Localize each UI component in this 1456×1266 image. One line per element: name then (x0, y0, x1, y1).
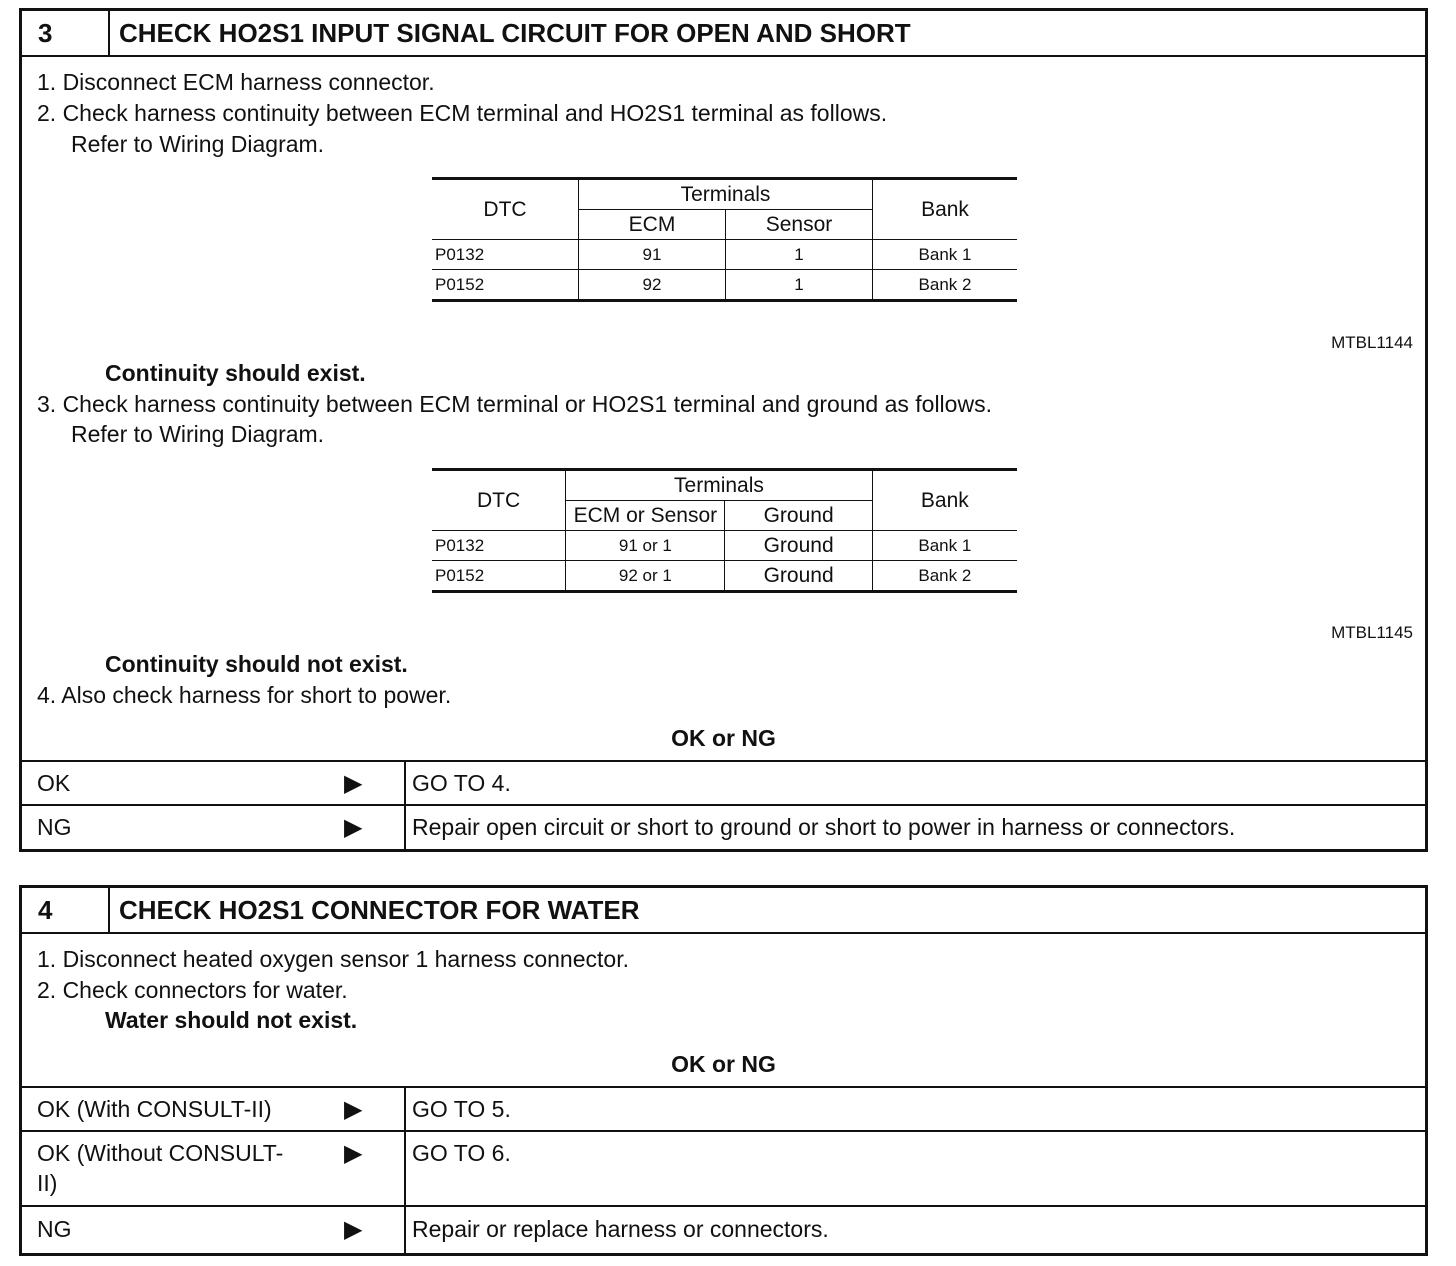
instruction-1: 1. Disconnect ECM harness connector. (37, 69, 435, 95)
terminals-table-2 (432, 468, 1017, 593)
instruction-3-reference: Refer to Wiring Diagram. (71, 421, 325, 447)
step-4-panel (19, 885, 1428, 1256)
spec-continuity-exist: Continuity should exist. (105, 360, 366, 386)
table-row (432, 561, 1017, 592)
column-divider (404, 1088, 406, 1130)
result-row-ng (22, 804, 1425, 851)
result-row-ok-with-consult (22, 1086, 1425, 1130)
terminals-table-1 (432, 177, 1017, 302)
instruction-1: 1. Disconnect heated oxygen sensor 1 harness connector. (37, 946, 629, 972)
result-label: NG (37, 814, 72, 840)
ok-or-ng-heading: OK or NG (671, 1051, 776, 1077)
table-reference-code: MTBL1145 (1331, 623, 1413, 642)
sensor-cell: 1 (726, 270, 873, 301)
column-divider (404, 1207, 406, 1255)
result-label-line-1: OK (Without CONSULT- (37, 1140, 284, 1166)
step-number: 4 (22, 888, 110, 932)
result-action: Repair open circuit or short to ground or short to power in harness or connectors. (412, 814, 1236, 840)
arrow-right-icon: ▶ (344, 770, 363, 797)
col-header-ground: Ground (725, 501, 872, 531)
table-reference-code: MTBL1144 (1331, 333, 1413, 352)
arrow-right-icon: ▶ (344, 814, 363, 841)
arrow-right-icon: ▶ (344, 1096, 363, 1123)
result-row-ok-without-consult (22, 1130, 1425, 1205)
result-label: NG (37, 1216, 72, 1242)
dtc-cell: P0132 (432, 531, 566, 561)
ecm-sensor-cell: 92 or 1 (566, 561, 725, 592)
spec-water-not-exist: Water should not exist. (105, 1007, 358, 1033)
result-action: GO TO 5. (412, 1096, 511, 1122)
step-3-panel (19, 8, 1428, 852)
result-label: OK (With CONSULT-II) (37, 1096, 272, 1122)
table-row (432, 270, 1017, 301)
arrow-right-icon: ▶ (344, 1216, 363, 1243)
instruction-2: 2. Check harness continuity between ECM terminal and HO2S1 terminal as follows. (37, 100, 888, 126)
bank-cell: Bank 1 (872, 531, 1017, 561)
ground-cell: Ground (725, 561, 872, 592)
col-header-dtc: DTC (432, 179, 579, 240)
col-header-bank: Bank (872, 470, 1017, 531)
sensor-cell: 1 (726, 240, 873, 270)
instruction-2-reference: Refer to Wiring Diagram. (71, 131, 325, 157)
result-row-ng (22, 1205, 1425, 1255)
table-row (432, 240, 1017, 270)
column-divider (404, 762, 406, 804)
result-action: Repair or replace harness or connectors. (412, 1216, 829, 1242)
dtc-cell: P0152 (432, 561, 566, 592)
step-title: CHECK HO2S1 INPUT SIGNAL CIRCUIT FOR OPEN AND SHORT (119, 18, 911, 48)
table-row (432, 531, 1017, 561)
col-header-ecm: ECM (579, 210, 726, 240)
instruction-2: 2. Check connectors for water. (37, 977, 348, 1003)
column-divider (404, 806, 406, 851)
col-header-sensor: Sensor (726, 210, 873, 240)
col-header-bank: Bank (873, 179, 1018, 240)
result-action: GO TO 4. (412, 770, 511, 796)
step-number: 3 (22, 11, 110, 55)
instruction-4: 4. Also check harness for short to power. (37, 682, 452, 708)
ecm-sensor-cell: 91 or 1 (566, 531, 725, 561)
bank-cell: Bank 2 (873, 270, 1018, 301)
step-3-header (22, 11, 1425, 57)
spec-continuity-not-exist: Continuity should not exist. (105, 651, 408, 677)
result-label: OK (37, 770, 71, 796)
col-header-ecm-or-sensor: ECM or Sensor (566, 501, 725, 531)
col-header-dtc: DTC (432, 470, 566, 531)
result-action: GO TO 6. (412, 1140, 511, 1166)
result-label-line-2: II) (37, 1170, 58, 1196)
col-header-terminals: Terminals (566, 470, 873, 501)
dtc-cell: P0132 (432, 240, 579, 270)
column-divider (404, 1132, 406, 1205)
ok-or-ng-heading: OK or NG (671, 725, 776, 751)
ecm-cell: 91 (579, 240, 726, 270)
ground-cell: Ground (725, 531, 872, 561)
col-header-terminals: Terminals (579, 179, 873, 210)
step-title: CHECK HO2S1 CONNECTOR FOR WATER (119, 895, 640, 925)
result-row-ok (22, 760, 1425, 804)
step-4-header (22, 888, 1425, 934)
ecm-cell: 92 (579, 270, 726, 301)
arrow-right-icon: ▶ (344, 1140, 363, 1167)
result-label (37, 1138, 283, 1198)
bank-cell: Bank 2 (872, 561, 1017, 592)
bank-cell: Bank 1 (873, 240, 1018, 270)
dtc-cell: P0152 (432, 270, 579, 301)
instruction-3: 3. Check harness continuity between ECM terminal or HO2S1 terminal and ground as follows. (37, 391, 992, 417)
